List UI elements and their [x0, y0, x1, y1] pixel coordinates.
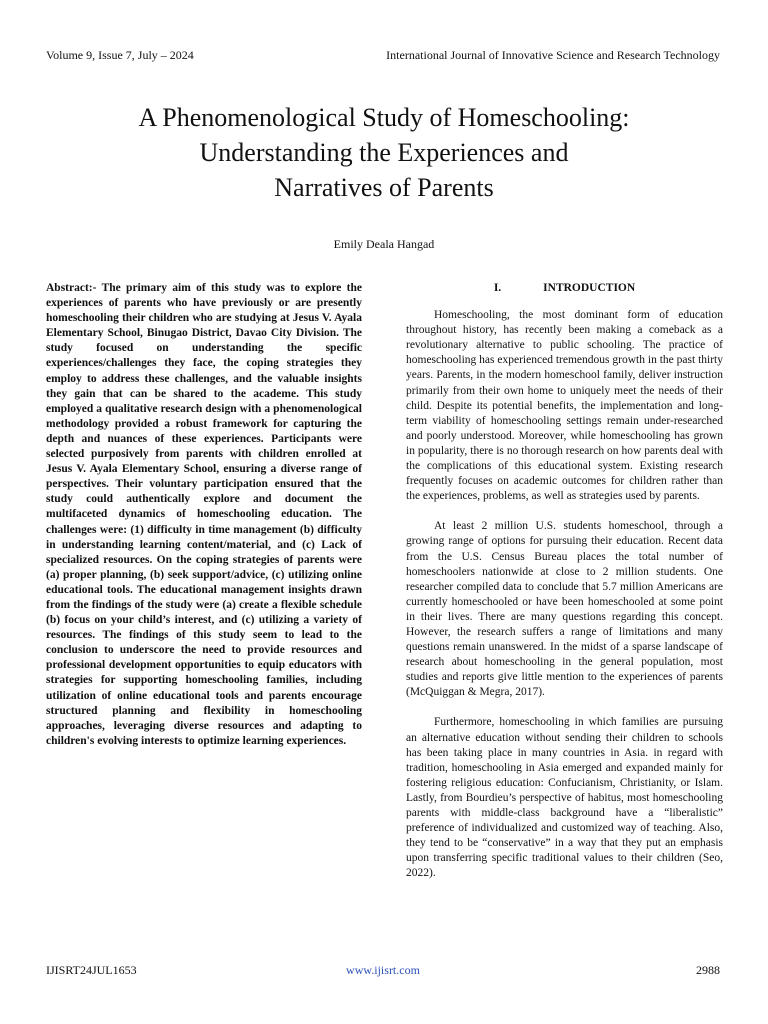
intro-paragraph-2: At least 2 million U.S. students homeschool, through a growing range of options for pursuing their education. Recent data from the U.S. Census Bureau places the total number of homeschoolers nationwide at close to 2 million students. One researcher compiled data to conclude that 5.7 million Americans are currently homeschooled or have been homeschooled at some point in their lives. There are many questions regarding this concept. However, the research suffers a range of limitations and many questions remain unanswered. In the midst of a sparse landscape of research about homeschooling in the general population, most studies and reports give little mention to the experiences of parents (McQuiggan & Megra, 2017).: [406, 520, 723, 699]
page-footer: [46, 962, 720, 978]
title-line-2: Understanding the Experiences and: [199, 138, 569, 167]
paper-title: [40, 100, 728, 205]
author-name: Emily Deala Hangad: [333, 237, 435, 251]
paper-id: IJISRT24JUL1653: [46, 963, 137, 977]
section-title: INTRODUCTION: [543, 282, 636, 294]
volume-info: Volume 9, Issue 7, July – 2024: [46, 48, 194, 62]
title-line-3: Narratives of Parents: [274, 173, 494, 202]
intro-paragraph-1: Homeschooling, the most dominant form of education throughout history, has recently been making a comeback as a revolutionary alternative to public schooling. The practice of homeschooling has experienced tremendous growth in the past thirty years. Parents, in the modern homeschool family, deliver instruction primarily from their own home to uniquely meet the needs of their child. Despite its potential benefits, the implementation and long-term viability of homeschooling settings remain under-researched and poorly understood. Moreover, while homeschooling has grown in popularity, there is no thorough research on how parents deal with the complications of this educational system. Existing research frequently focuses on academic outcomes for children rather than the experiences, problems, as well as strategies used by parents.: [406, 309, 723, 503]
intro-paragraph-3: Furthermore, homeschooling in which families are pursuing an alternative education without sending their children to schools has been taking place in many countries in Asia. in regard with tradition, homeschooling in Asia emerged and expanded mainly for fostering religious education: Confucianism, Christianity, or Islam. Lastly, from Bourdieu’s perspective of habitus, most homeschooling parents with middle-class background have a “liberalistic” preference of individualized and customized way of teaching. Also, they tend to be “conservative” in a way that they put an emphasis upon transferring specific traditional values to their children (Seo, 2022).: [406, 716, 723, 880]
abstract: Abstract:- The primary aim of this study was to explore the experiences of parents who have previously or are presently homeschooling their children who are studying at Jesus V. Ayala Elementary School, Binugao District, Davao City Division. The study focused on understanding the specific experiences/challenges they face, the coping strategies they employ to address these challenges, and the valuable insights they gain that can be shared to the academe. This study employed a qualitative research design with a phenomenological methodology provided a robust framework for capturing the depth and nuances of these experiences. Participants were selected purposively from parents with children enrolled at Jesus V. Ayala Elementary School, ensuring a diverse range of perspectives. Their voluntary participation ensured that the study could authentically explore and document the multifaceted dynamics of homeschooling education. The challenges were: (1) difficulty in time management (b) difficulty in understanding learning content/material, and (c) Lack of specialized resources. On the coping strategies of parents were (a) proper planning, (b) seek support/advice, (c) utilizing online educational tools. The educational management insights drawn from the findings of the study were (a) create a flexible schedule (b) focus on your child’s interest, and (c) utilizing a variety of resources. The findings of this study seem to lead to the conclusion to underscore the need to provide resources and professional development opportunities to equip educators with strategies for supporting homeschooling families, including utilization of online educational tools and parents encourage structured planning and flexibility in homeschooling approaches, leveraging diverse resources and adapting to children's evolving interests to optimize learning experiences.: [46, 282, 362, 747]
section-number: I.: [493, 282, 502, 294]
running-header: [46, 47, 720, 63]
website-link[interactable]: www.ijisrt.com: [346, 963, 420, 977]
section-heading: [406, 281, 723, 296]
page-number: 2988: [696, 963, 720, 977]
journal-name: International Journal of Innovative Science and Research Technology: [386, 48, 720, 62]
title-line-1: A Phenomenological Study of Homeschooling:: [138, 103, 630, 132]
introduction-section: [406, 281, 723, 896]
